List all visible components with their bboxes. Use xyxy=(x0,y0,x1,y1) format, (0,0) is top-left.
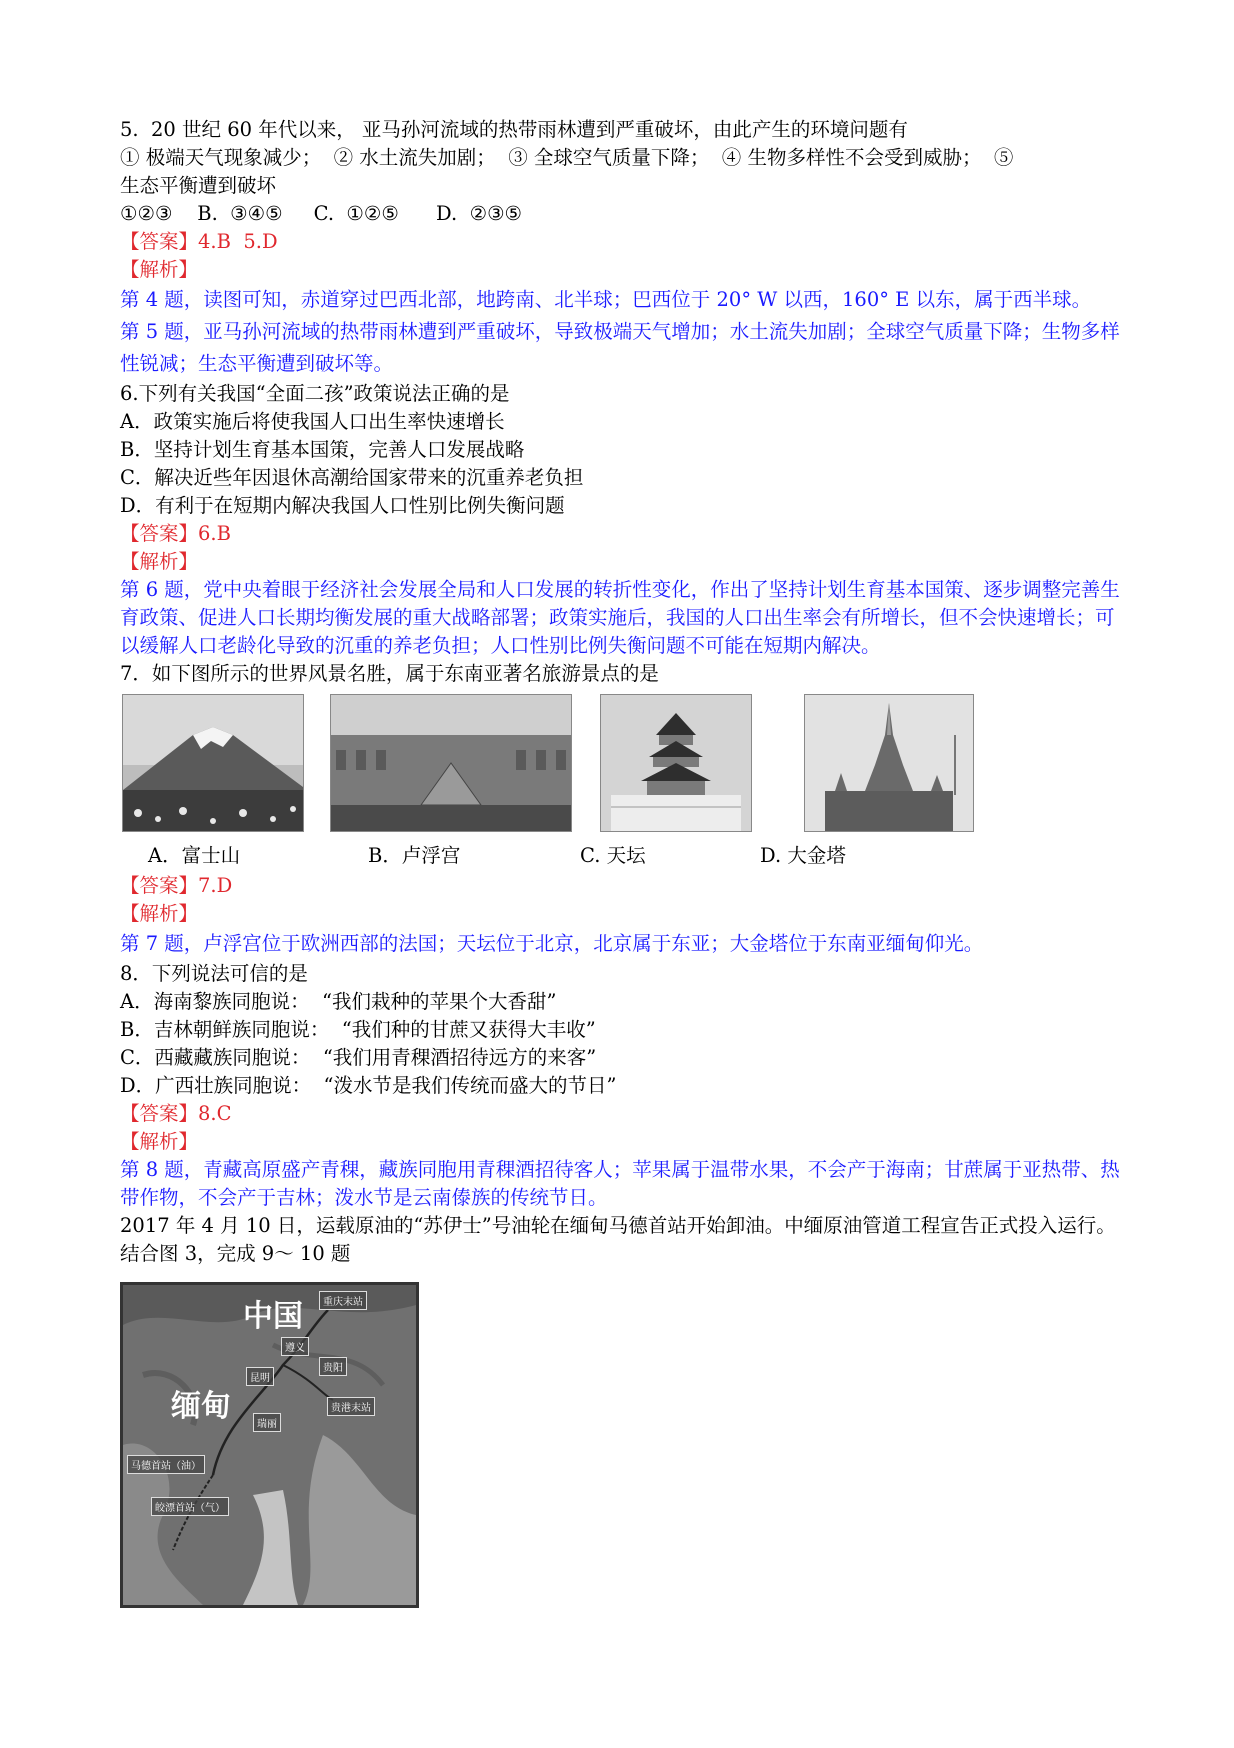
q6-option-d: D．有利于在短期内解决我国人口性别比例失衡问题 xyxy=(120,494,565,517)
q5-options: ①②③ B. ③④⑤ C. ①②⑤ D. ②③⑤ xyxy=(120,202,523,225)
label-chongqing: 重庆末站 xyxy=(319,1291,367,1310)
explanation-q6: 第 6 题，党中央着眼于经济社会发展全局和人口发展的转折性变化，作出了坚持计划生育基本国策、逐步调整完善生育政策、促进人口长期均衡发展的重大战略部署；政策实施后，我国的人口出生率会有所增长，但不会快速增长；可以缓解人口老龄化导致的沉重的养老负担；人口性别比例失衡问题不可能在短期内解决。 xyxy=(120,578,1120,657)
label-guigang: 贵港末站 xyxy=(327,1397,375,1416)
label-ruili: 瑞丽 xyxy=(253,1413,281,1432)
analysis-label: 【解析】 xyxy=(120,550,199,573)
answer-8 xyxy=(120,1100,1130,1128)
caption-c: C. 天坛 xyxy=(580,844,646,867)
q5-items-line2: 生态平衡遭到破坏 xyxy=(120,174,277,197)
answer-tag: 【答案】 xyxy=(120,1102,199,1125)
q8-option-c: C．西藏藏族同胞说： “我们用青稞酒招待远方的来客” xyxy=(120,1046,597,1069)
photo-temple-of-heaven xyxy=(600,694,752,832)
q8-option-a: A．海南黎族同胞说： “我们栽种的苹果个大香甜” xyxy=(120,990,557,1013)
answer-4-5 xyxy=(120,228,1130,256)
q6-option-c: C．解决近些年因退休高潮给国家带来的沉重养老负担 xyxy=(120,466,584,489)
answer-value: 4.B 5.D xyxy=(198,230,278,253)
q5-stem: 5. 20 世纪 60 年代以来， 亚马孙河流域的热带雨林遭到严重破坏，由此产生的环境问题有 xyxy=(120,118,908,141)
caption-b: B．卢浮宫 xyxy=(368,844,461,867)
explanation-q8: 第 8 题，青藏高原盛产青稞，藏族同胞用青稞酒招待客人；苹果属于温带水果，不会产于海南；甘蔗属于亚热带、热带作物，不会产于吉林；泼水节是云南傣族的传统节日。 xyxy=(120,1158,1120,1209)
q8-option-d: D．广西壮族同胞说： “泼水节是我们传统而盛大的节日” xyxy=(120,1074,617,1097)
photo-mount-fuji xyxy=(122,694,304,832)
document-page xyxy=(120,116,1130,1608)
pipeline-map xyxy=(120,1282,419,1608)
caption-a: A．富士山 xyxy=(148,844,241,867)
q5-items-line1: ① 极端天气现象减少； ② 水土流失加剧； ③ 全球空气质量下降； ④ 生物多样性不会受到威胁； ⑤ xyxy=(120,146,1014,169)
photo-louvre xyxy=(330,694,572,832)
explanation-q4: 第 4 题，读图可知，赤道穿过巴西北部，地跨南、北半球；巴西位于 20° W 以西，160° E 以东，属于西半球。 xyxy=(120,288,1092,311)
label-jiaopiao: 皎漂首站（气） xyxy=(151,1497,229,1516)
caption-d: D. 大金塔 xyxy=(760,844,846,867)
q6-option-a: A．政策实施后将使我国人口出生率快速增长 xyxy=(120,410,505,433)
answer-tag: 【答案】 xyxy=(120,522,199,545)
explanation-q5: 第 5 题，亚马孙河流域的热带雨林遭到严重破坏，导致极端天气增加；水土流失加剧；全球空气质量下降；生物多样性锐减；生态平衡遭到破坏等。 xyxy=(120,320,1120,375)
q7-photo-row xyxy=(120,694,1130,884)
analysis-label: 【解析】 xyxy=(120,1130,199,1153)
label-made: 马德首站（油） xyxy=(127,1455,205,1474)
q9-10-intro: 2017 年 4 月 10 日，运载原油的“苏伊士”号油轮在缅甸马德首站开始卸油。中缅原油管道工程宣告正式投入运行。结合图 3，完成 9～ 10 题 xyxy=(120,1214,1116,1265)
label-guiyang: 贵阳 xyxy=(319,1357,347,1376)
photo-shwedagon-pagoda xyxy=(804,694,974,832)
analysis-label: 【解析】 xyxy=(120,902,199,925)
answer-tag: 【答案】 xyxy=(120,230,199,253)
label-myanmar: 缅甸 xyxy=(171,1389,231,1424)
label-kunming: 昆明 xyxy=(246,1367,274,1386)
answer-6 xyxy=(120,520,1130,548)
answer-value: 7.D xyxy=(198,874,233,897)
q8-stem: 8．下列说法可信的是 xyxy=(120,962,308,985)
answer-tag: 【答案】 xyxy=(120,874,199,897)
answer-value: 8.C xyxy=(198,1102,232,1125)
q8-option-b: B．吉林朝鲜族同胞说： “我们种的甘蔗又获得大丰收” xyxy=(120,1018,596,1041)
answer-value: 6.B xyxy=(198,522,231,545)
label-china: 中国 xyxy=(243,1299,303,1334)
q6-stem: 6.下列有关我国“全面二孩”政策说法正确的是 xyxy=(120,382,510,405)
label-zunyi: 遵义 xyxy=(281,1337,309,1356)
analysis-label: 【解析】 xyxy=(120,258,199,281)
explanation-q7: 第 7 题，卢浮宫位于欧洲西部的法国；天坛位于北京，北京属于东亚；大金塔位于东南亚缅甸仰光。 xyxy=(120,932,984,955)
q7-stem: 7．如下图所示的世界风景名胜，属于东南亚著名旅游景点的是 xyxy=(120,662,659,685)
q6-option-b: B．坚持计划生育基本国策，完善人口发展战略 xyxy=(120,438,525,461)
